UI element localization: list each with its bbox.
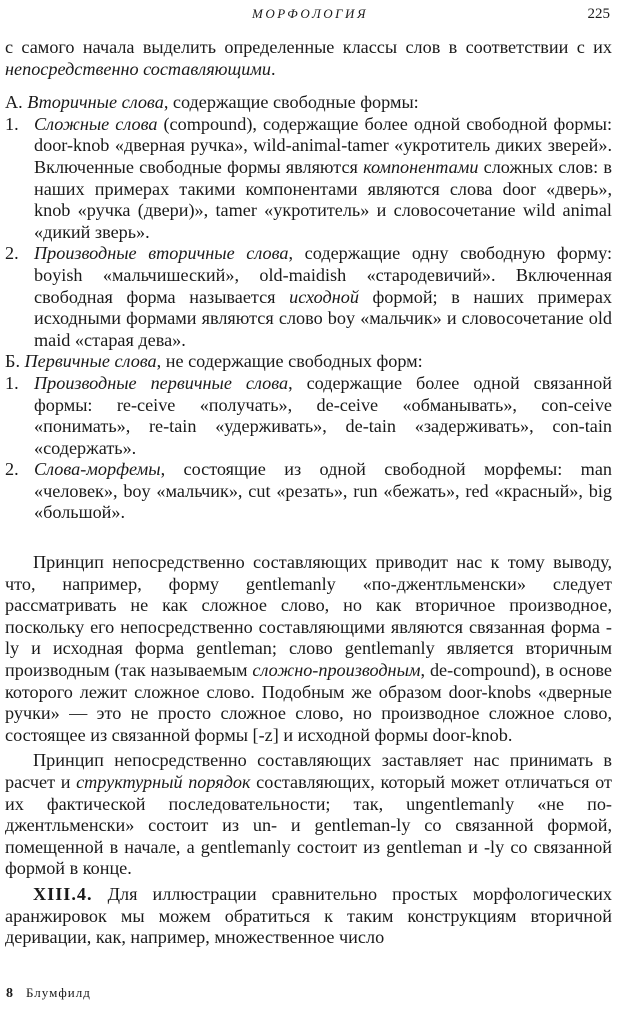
- group-a-title: Вторичные слова: [27, 92, 164, 113]
- group-b-title: Первичные слова: [24, 351, 157, 372]
- intro-paragraph: [5, 37, 612, 80]
- paragraph-text: Для иллюстрации сравнительно простых морфологических аранжировок мы можем обратиться к таким конструкциям вторичной деривации, как, например, множественное число: [5, 883, 612, 948]
- group-b-item-2: [5, 459, 612, 524]
- item-term: Слова-морфемы: [34, 459, 161, 480]
- group-a-item-1: [5, 114, 612, 244]
- item-term-2: компонентами: [363, 156, 479, 177]
- item-text: , содержащие одну свободную форму: boyish «мальчишеский», old-maidish «стародевичий». Включенная свободная форма называется: [34, 243, 612, 307]
- group-a-item-2: [5, 243, 612, 351]
- item-text-2: сложных слов: в наших примерах такими компонентами являются слова door «дверь», knob «ручка (двери)», tamer «укротитель» и словосочетание wild animal «дикий зверь».: [34, 156, 613, 242]
- item-text: , состоящие из одной свободной морфемы: man «человек», boy «мальчик», cut «резать», run «бежать», red «красный», big «большой».: [34, 459, 612, 523]
- item-number: 2.: [5, 243, 19, 264]
- signature-mark: 8: [6, 986, 14, 1001]
- section-number: XIII.4.: [33, 883, 93, 904]
- group-b-heading: [5, 351, 612, 373]
- item-number: 2.: [5, 459, 19, 480]
- group-a: [5, 92, 612, 351]
- group-a-label: А.: [5, 92, 28, 113]
- group-a-heading: [5, 92, 612, 114]
- running-title: МОРФОЛОГИЯ: [251, 6, 368, 21]
- paragraph-text-2: , de-compound), в основе которого лежит сложное слово. Подобным же образом door-knobs «дверные ручки» — это не просто сложное слово, но производное сложное слово, состоящее из связанной формы [-z] и исходной формы door-knob.: [5, 660, 612, 745]
- group-b-rest: , не содержащие свободных форм:: [156, 351, 423, 372]
- footer-author: Блумфилд: [26, 985, 91, 1000]
- intro-italic: непосредственно составляющими: [5, 58, 271, 79]
- intro-end: .: [271, 58, 276, 79]
- group-b-label: Б.: [5, 351, 25, 372]
- item-term: Производные первичные слова: [34, 372, 289, 393]
- paragraph-text-2: составляющих, который может отличаться от их фактической последовательности; так, ungentlemanly «не по-джентльменски» состоит из un- и gentleman-ly со связанной формой, помещенной в начале, а gentlemanly состоит из gentleman и -ly со связанной формой в конце.: [5, 772, 612, 879]
- page-footer: [6, 985, 91, 1002]
- page-header: [0, 4, 620, 26]
- page-body: [5, 37, 612, 949]
- group-b-item-1: [5, 373, 612, 459]
- group-a-rest: , содержащие свободные формы:: [163, 92, 419, 113]
- item-text-2: формой; в наших примерах исходными формами являются слово boy «мальчик» и словосочетание old maid «старая дева».: [34, 286, 613, 350]
- paragraph-section-xiii-4: [5, 884, 612, 949]
- paragraph-structural-order: [5, 750, 612, 880]
- paragraph-immediate-constituents: [5, 552, 612, 746]
- item-number: 1.: [5, 113, 19, 134]
- item-term: Сложные слова: [34, 113, 158, 134]
- item-text: , содержащие более одной связанной формы: re-ceive «получать», de-ceive «обманывать», con-ceive «понимать», re-tain «удерживать», de-tain «задерживать», con-tain «содержать».: [34, 372, 613, 458]
- item-term-2: исходной: [289, 286, 359, 307]
- paragraph-text: Принцип непосредственно составляющих заставляет нас принимать в расчет и: [5, 750, 612, 792]
- page-number: 225: [587, 6, 610, 22]
- item-term: Производные вторичные слова: [34, 243, 289, 264]
- paragraph-italic: сложно-производным: [252, 660, 421, 681]
- item-number: 1.: [5, 372, 19, 393]
- item-text: (compound), содержащие более одной свободной формы: door-knob «дверная ручка», wild-animal-tamer «укротитель диких зверей». Включенные свободные формы являются: [34, 113, 612, 177]
- paragraph-italic: структурный порядок: [76, 772, 251, 792]
- group-b: [5, 351, 612, 524]
- paragraph-text: Принцип непосредственно составляющих приводит нас к тому выводу, что, например, форму gentlemanly «по-джентльменски» следует рассматривать не как сложное слово, но как вторичное производное, поскольку его непосредственно составляющими являются связанная форма -ly и исходная форма gentleman; слово gentlemanly является вторичным производным (так называемым: [5, 552, 612, 681]
- intro-text: с самого начала выделить определенные классы слов в соответствии с их: [5, 37, 612, 57]
